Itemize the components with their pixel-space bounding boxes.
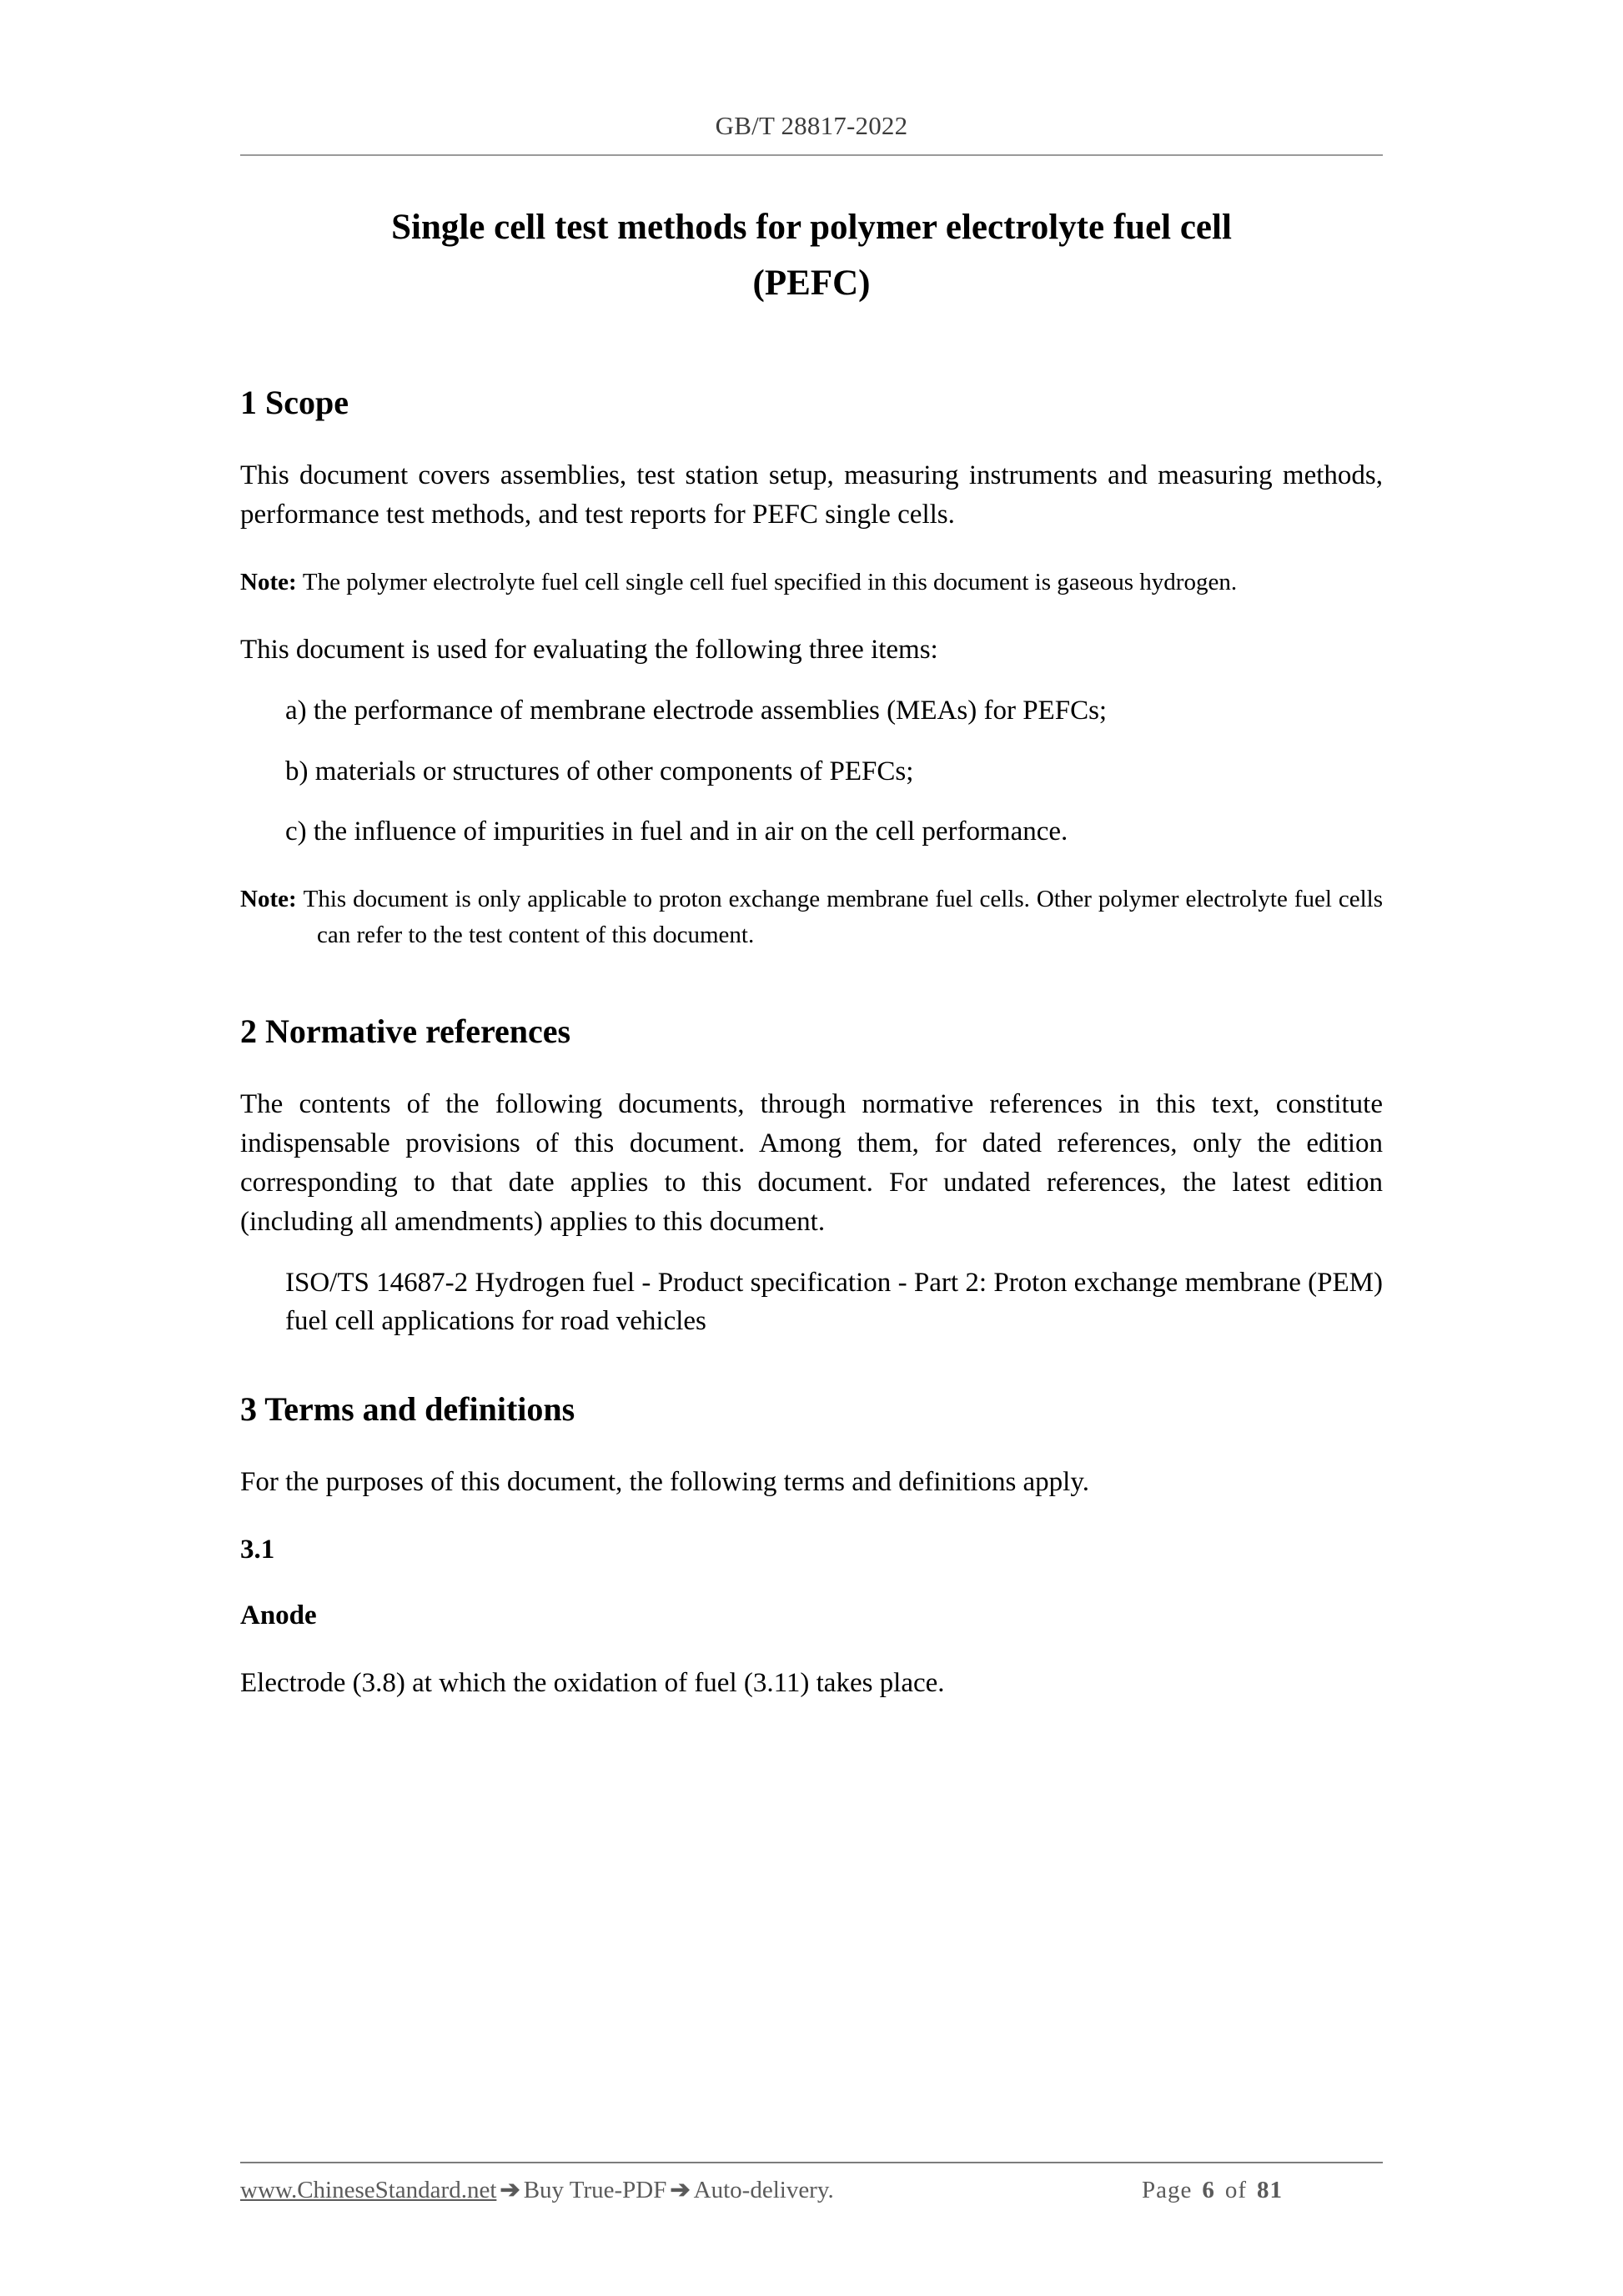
- spacer: [240, 953, 1383, 1012]
- term-name: Anode: [240, 1600, 317, 1631]
- scope-note-2: [240, 882, 1383, 953]
- term-number: 3.1: [240, 1535, 275, 1565]
- page-word: Page: [1141, 2177, 1193, 2203]
- spacer: [240, 670, 1383, 691]
- note-label: Note:: [240, 886, 297, 913]
- arrow-right-icon: ➔: [500, 2177, 520, 2203]
- standard-code: GB/T 28817-2022: [715, 111, 908, 140]
- spacer: [240, 731, 1383, 752]
- total-pages: 81: [1257, 2177, 1283, 2203]
- header-rule: [240, 154, 1383, 156]
- footer-row: [240, 2175, 1383, 2204]
- spacer: [240, 1429, 1383, 1463]
- scope-note-1: [240, 565, 1383, 600]
- spacer: [240, 852, 1383, 882]
- spacer: [240, 1341, 1383, 1389]
- note-text: The polymer electrolyte fuel cell single cell fuel specified in this document is gaseous hydrogen.: [302, 569, 1238, 595]
- section-heading-scope: 1 Scope: [240, 384, 349, 422]
- page-title: [240, 200, 1383, 311]
- spacer: [240, 423, 1383, 456]
- normative-reference-entry: ISO/TS 14687-2 Hydrogen fuel - Product specification - Part 2: Proton exchange membrane (PEM) fuel cell applications for road vehicles: [285, 1267, 1383, 1337]
- spacer: [240, 600, 1383, 631]
- arrow-right-icon: ➔: [670, 2177, 691, 2203]
- footer-text-auto-delivery: Auto-delivery.: [693, 2177, 834, 2203]
- footer-text-buy-true-pdf: Buy True-PDF: [523, 2177, 667, 2203]
- list-item: b) materials or structures of other components of PEFCs;: [285, 756, 914, 786]
- note-label: Note:: [240, 569, 297, 595]
- spacer: [240, 1052, 1383, 1085]
- note-text: This document is only applicable to proton exchange membrane fuel cells. Other polymer electrolyte fuel cells can refer to the test content of this document.: [303, 886, 1383, 949]
- scope-paragraph-2: This document is used for evaluating the following three items:: [240, 634, 938, 665]
- section-heading-terms-and-definitions: 3 Terms and definitions: [240, 1390, 575, 1429]
- spacer: [240, 1242, 1383, 1264]
- chinesestandard-link[interactable]: www.ChineseStandard.net: [240, 2177, 497, 2203]
- page-number: 6: [1202, 2177, 1215, 2203]
- page-header: [240, 110, 1383, 156]
- spacer: [240, 311, 1383, 383]
- page-footer: [240, 2162, 1383, 2204]
- spacer: [240, 535, 1383, 565]
- scope-paragraph-1: This document covers assemblies, test station setup, measuring instruments and measuring methods, performance test methods, and test reports for PEFC single cells.: [240, 460, 1383, 530]
- normative-references-paragraph-1: The contents of the following documents, through normative references in this text, constitute indispensable provisions of this document. Among them, for dated references, only the edition corresponding to that date applies to this document. For undated references, the latest edition (including all amendments) applies to this document.: [240, 1089, 1383, 1237]
- title-line-2: (PEFC): [752, 263, 871, 303]
- section-heading-normative-references: 2 Normative references: [240, 1012, 571, 1051]
- spacer: [240, 791, 1383, 812]
- spacer: [240, 1502, 1383, 1532]
- footer-promo: [240, 2175, 834, 2204]
- spacer: [240, 1634, 1383, 1664]
- spacer: [240, 1568, 1383, 1598]
- of-word: of: [1224, 2177, 1247, 2203]
- title-line-1: Single cell test methods for polymer electrolyte fuel cell: [391, 208, 1232, 247]
- terms-paragraph-1: For the purposes of this document, the following terms and definitions apply.: [240, 1467, 1089, 1498]
- term-definition: Electrode (3.8) at which the oxidation of fuel (3.11) takes place.: [240, 1667, 945, 1698]
- document-content: [240, 200, 1383, 1703]
- list-item: a) the performance of membrane electrode assemblies (MEAs) for PEFCs;: [285, 695, 1108, 726]
- list-item: c) the influence of impurities in fuel and in air on the cell performance.: [285, 816, 1068, 847]
- page-indicator: [1142, 2177, 1383, 2204]
- footer-rule: [240, 2162, 1383, 2163]
